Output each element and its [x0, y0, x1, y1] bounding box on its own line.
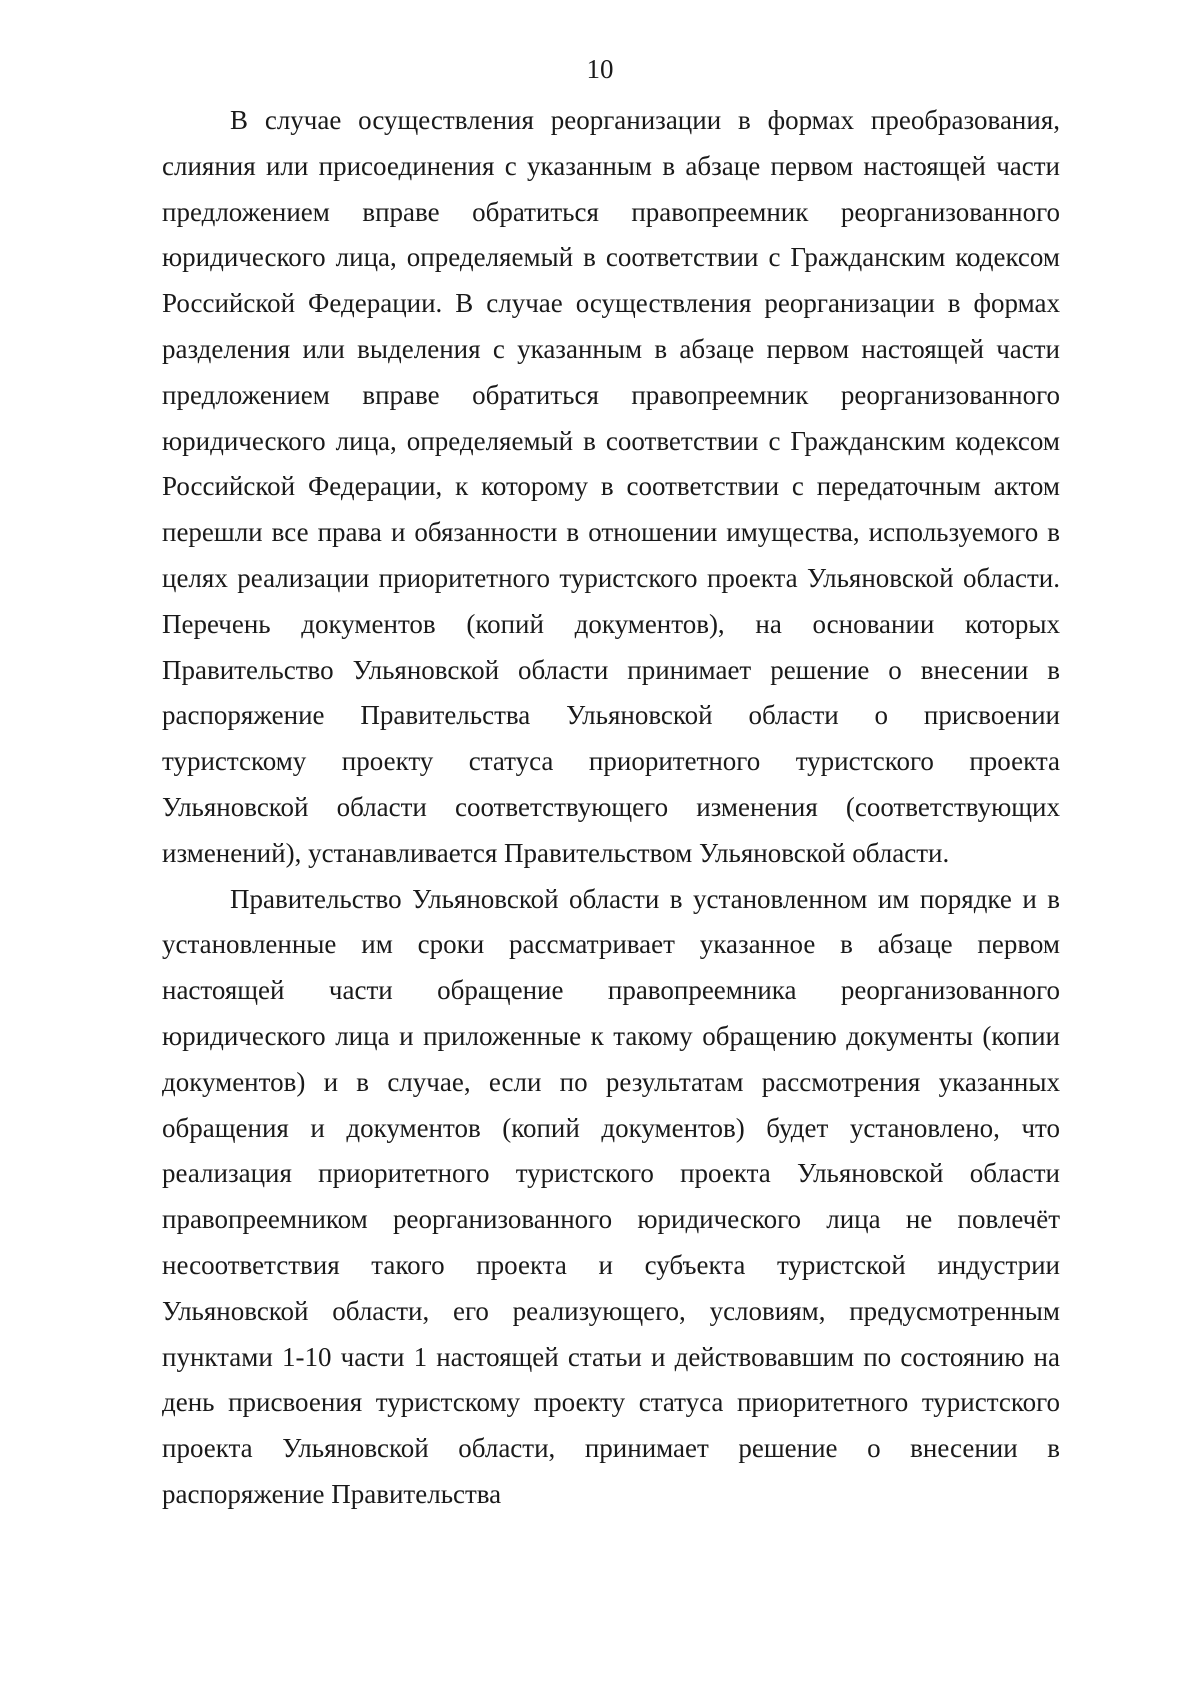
- page-number: 10: [586, 54, 614, 84]
- document-body: [162, 98, 1060, 1518]
- paragraph-reorganization: В случае осуществления реорганизации в формах преобразования, слияния или присоединения с указанным в абзаце первом настоящей части предложением вправе обратиться правопреемник реорганизованного юридического лица, определяемый в соответствии с Гражданским кодексом Российской Федерации. В случае осуществления реорганизации в формах разделения или выделения с указанным в абзаце первом настоящей части предложением вправе обратиться правопреемник реорганизованного юридического лица, определяемый в соответствии с Гражданским кодексом Российской Федерации, к которому в соответствии с передаточным актом перешли все права и обязанности в отношении имущества, используемого в целях реализации приоритетного туристского проекта Ульяновской области. Перечень документов (копий документов), на основании которых Правительство Ульяновской области принимает решение о внесении в распоряжение Правительства Ульяновской области о присвоении туристскому проекту статуса приоритетного туристского проекта Ульяновской области соответствующего изменения (соответствующих изменений), устанавливается Правительством Ульяновской области.: [162, 105, 1060, 868]
- paragraph-government-review: Правительство Ульяновской области в установленном им порядке и в установленные им сроки рассматривает указанное в абзаце первом настоящей части обращение правопреемника реорганизованного юридического лица и приложенные к такому обращению документы (копии документов) и в случае, если по результатам рассмотрения указанных обращения и документов (копий документов) будет установлено, что реализация приоритетного туристского проекта Ульяновской области правопреемником реорганизованного юридического лица не повлечёт несоответствия такого проекта и субъекта туристской индустрии Ульяновской области, его реализующего, условиям, предусмотренным пунктами 1-10 части 1 настоящей статьи и действовавшим по состоянию на день присвоения туристскому проекту статуса приоритетного туристского проекта Ульяновской области, принимает решение о внесении в распоряжение Правительства: [162, 883, 1060, 1509]
